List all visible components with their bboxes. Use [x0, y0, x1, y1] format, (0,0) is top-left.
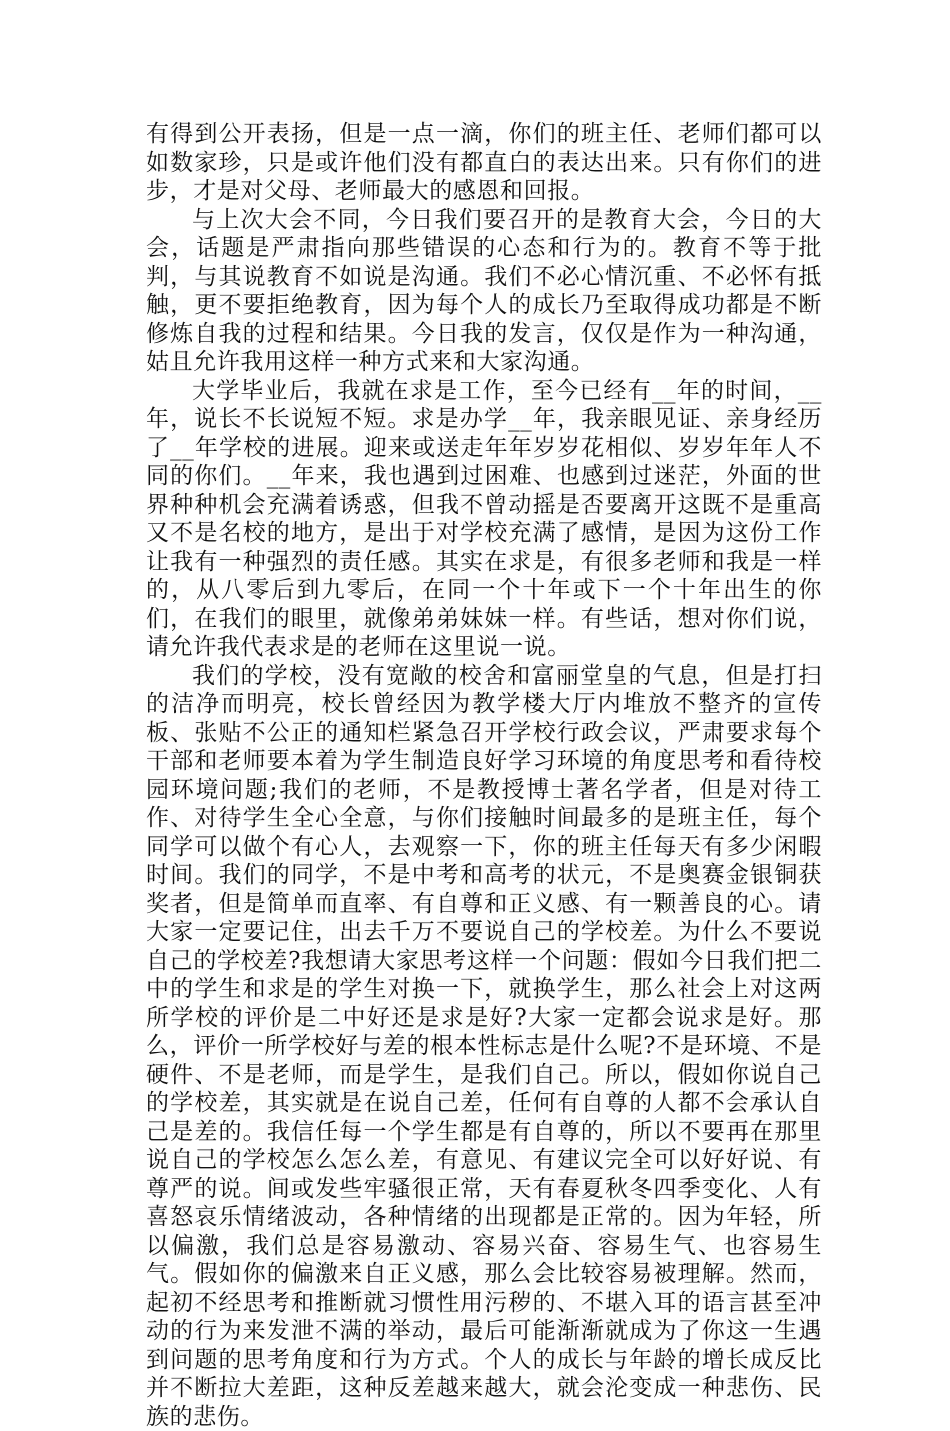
paragraph: 与上次大会不同，今日我们要召开的是教育大会，今日的大会，话题是严肃指向那些错误的心态和行为的。教育不等于批判，与其说教育不如说是沟通。我们不必心情沉重、不必怀有抵触，更不要拒绝教育，因为每个人的成长乃至取得成功都是不断修炼自我的过程和结果。今日我的发言，仅仅是作为一种沟通，姑且允许我用这样一种方式来和大家沟通。 — [146, 206, 822, 377]
document-body — [146, 120, 822, 1431]
paragraph: 大学毕业后，我就在求是工作，至今已经有__年的时间，__年，说长不长说短不短。求是办学__年，我亲眼见证、亲身经历了__年学校的进展。迎来或送走年年岁岁花相似、岁岁年年人不同的你们。__年来，我也遇到过困难、也感到过迷茫，外面的世界种种机会充满着诱惑，但我不曾动摇是否要离开这既不是重高又不是名校的地方，是出于对学校充满了感情，是因为这份工作让我有一种强烈的责任感。其实在求是，有很多老师和我是一样的，从八零后到九零后，在同一个十年或下一个十年出生的你们，在我们的眼里，就像弟弟妹妹一样。有些话，想对你们说，请允许我代表求是的老师在这里说一说。 — [146, 377, 822, 662]
paragraph: 我们的学校，没有宽敞的校舍和富丽堂皇的气息，但是打扫的洁净而明亮，校长曾经因为教学楼大厅内堆放不整齐的宣传板、张贴不公正的通知栏紧急召开学校行政会议，严肃要求每个干部和老师要本着为学生制造良好学习环境的角度思考和看待校园环境问题;我们的老师，不是教授博士著名学者，但是对待工作、对待学生全心全意，与你们接触时间最多的是班主任，每个同学可以做个有心人，去观察一下，你的班主任每天有多少闲暇时间。我们的同学，不是中考和高考的状元，不是奥赛金银铜获奖者，但是简单而直率、有自尊和正义感、有一颗善良的心。请大家一定要记住，出去千万不要说自己的学校差。为什么不要说自己的学校差?我想请大家思考这样一个问题：假如今日我们把二中的学生和求是的学生对换一下，就换学生，那么社会上对这两所学校的评价是二中好还是求是好?大家一定都会说求是好。那么，评价一所学校好与差的根本性标志是什么呢?不是环境、不是硬件、不是老师，而是学生，是我们自己。所以，假如你说自己的学校差，其实就是在说自己差，任何有自尊的人都不会承认自己是差的。我信任每一个学生都是有自尊的，所以不要再在那里说自己的学校怎么怎么差，有意见、有建议完全可以好好说、有尊严的说。间或发些牢骚很正常，天有春夏秋冬四季变化、人有喜怒哀乐情绪波动，各种情绪的出现都是正常的。因为年轻，所以偏激，我们总是容易激动、容易兴奋、容易生气、也容易生气。假如你的偏激来自正义感，那么会比较容易被理解。然而，起初不经思考和推断就习惯性用污秽的、不堪入耳的语言甚至冲动的行为来发泄不满的举动，最后可能渐渐就成为了你这一生遇到问题的思考角度和行为方式。个人的成长与年龄的增长成反比并不断拉大差距，这种反差越来越大，就会沦变成一种悲伤、民族的悲伤。 — [146, 662, 822, 1431]
paragraph-continued: 有得到公开表扬，但是一点一滴，你们的班主任、老师们都可以如数家珍，只是或许他们没有都直白的表达出来。只有你们的进步，才是对父母、老师最大的感恩和回报。 — [146, 120, 822, 206]
